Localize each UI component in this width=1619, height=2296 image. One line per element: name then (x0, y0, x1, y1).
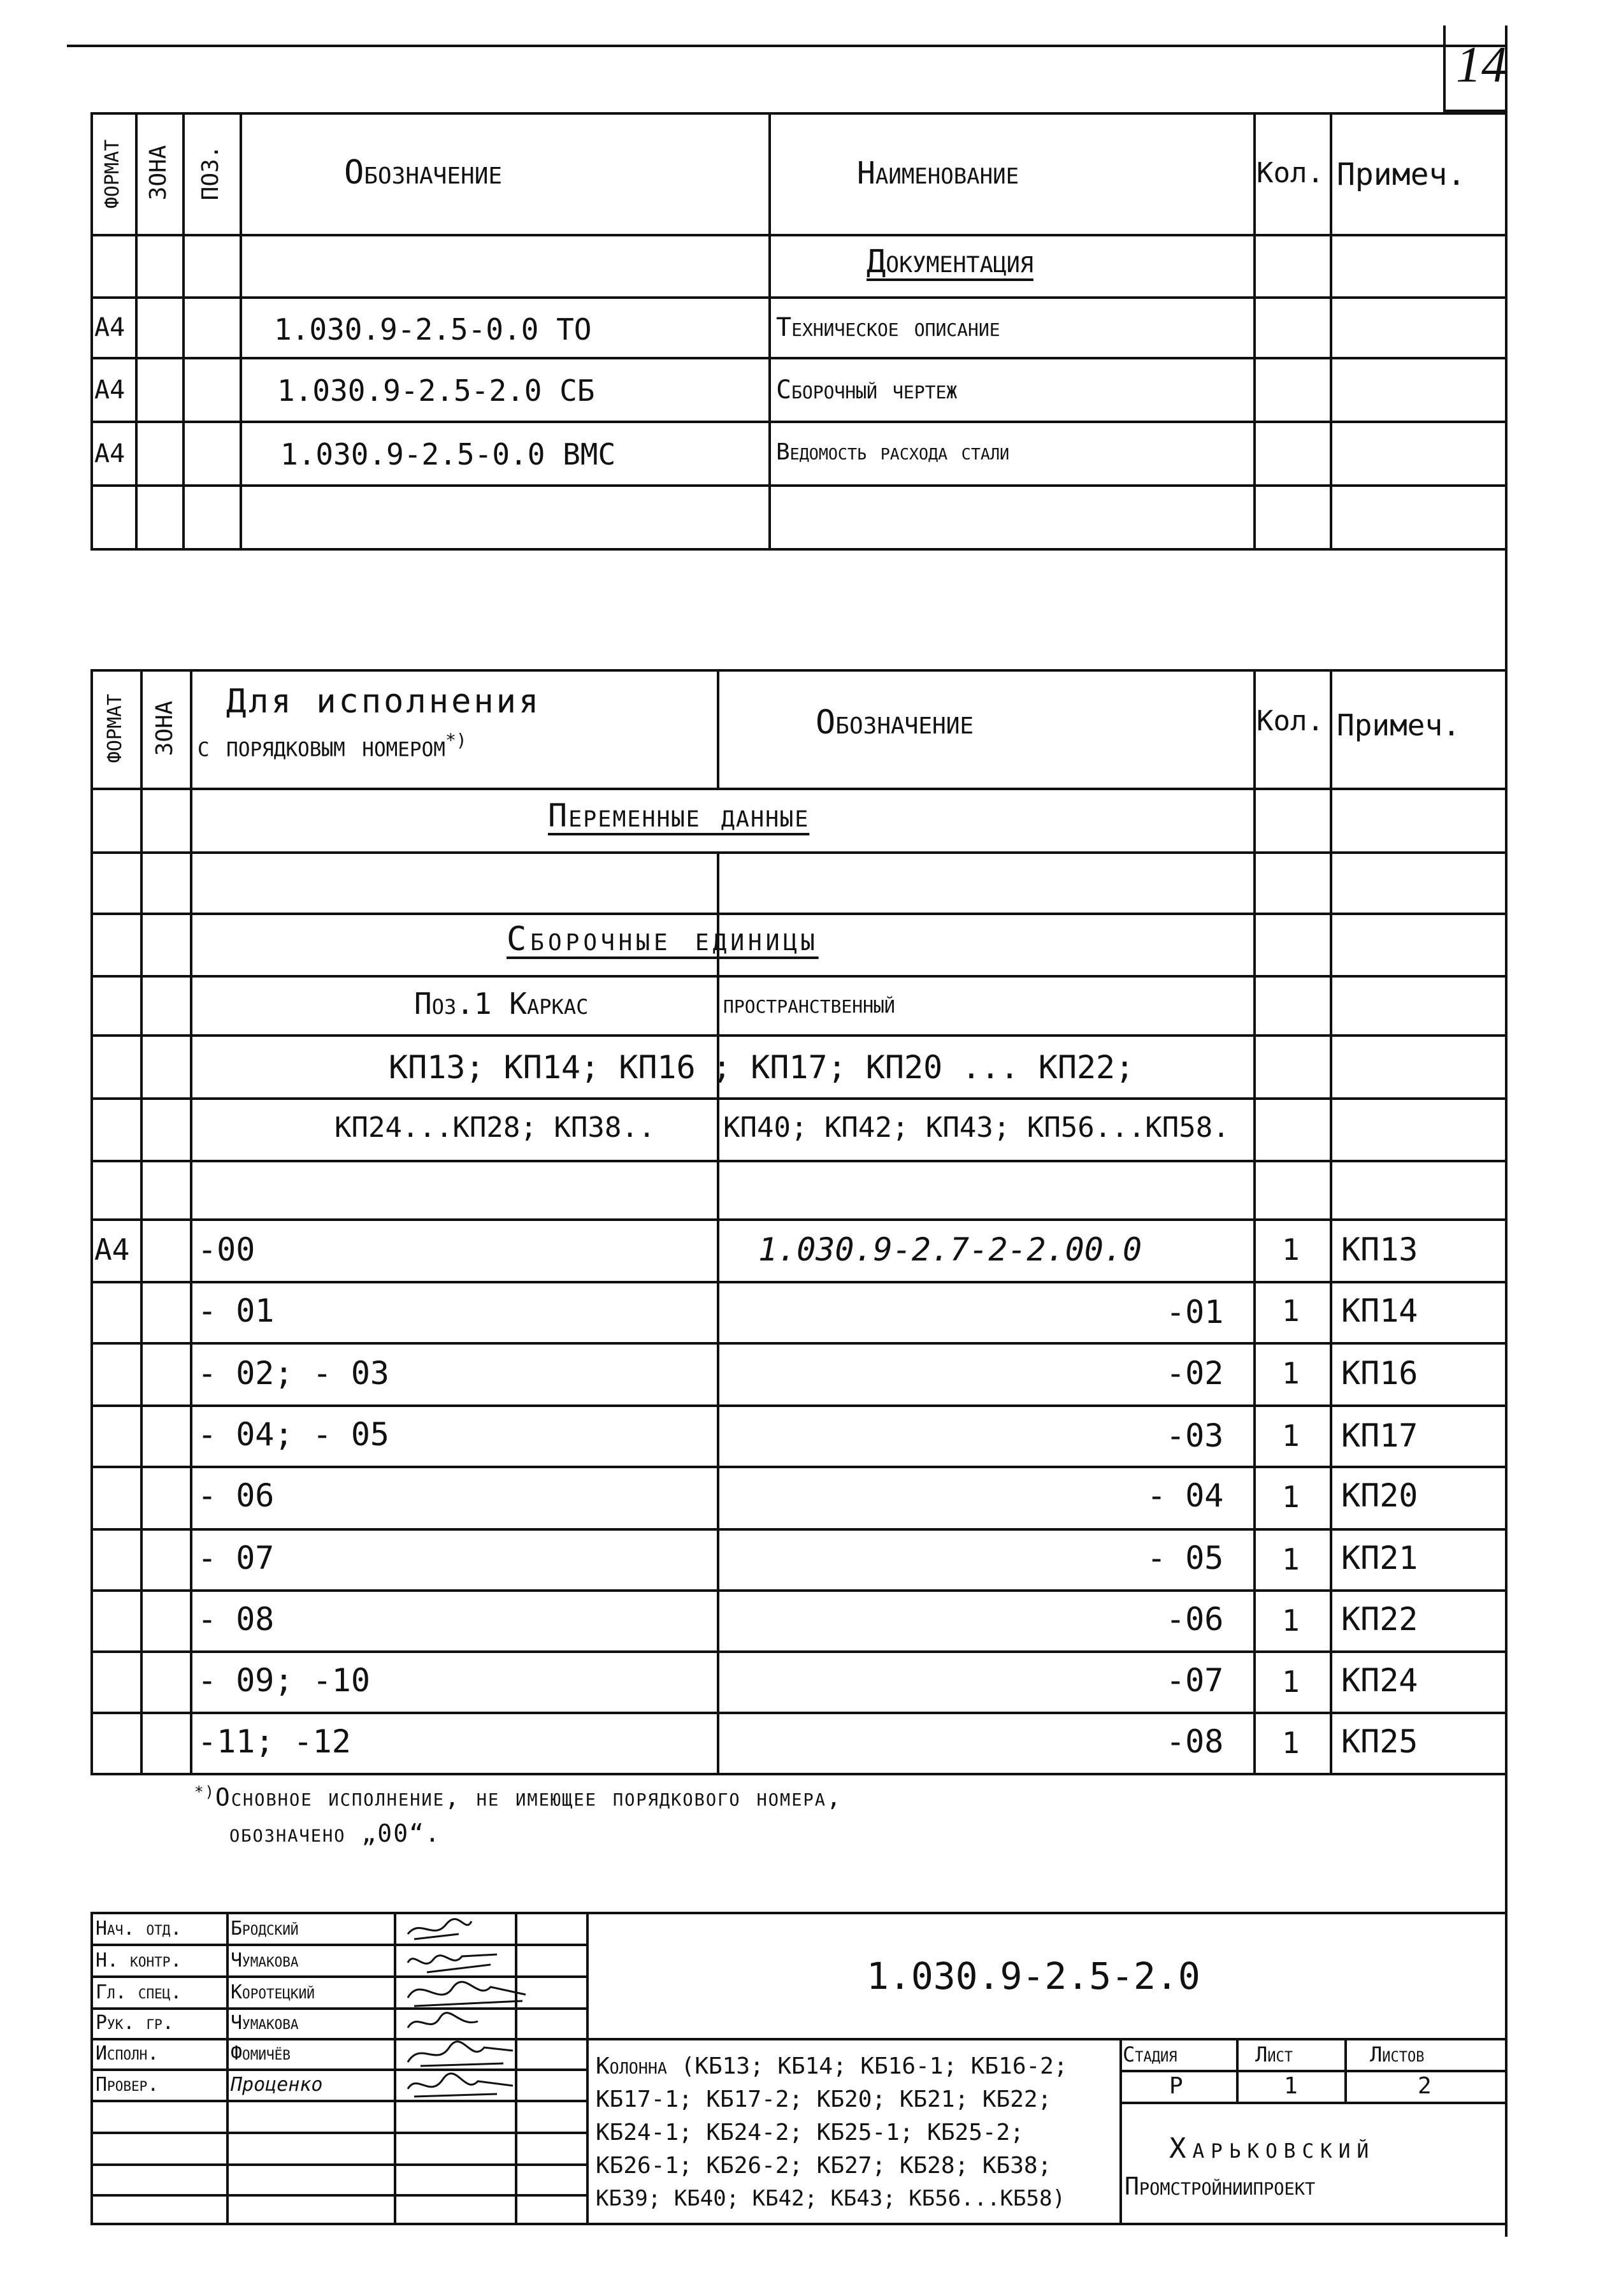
var-row-exec: - 02; - 03 (198, 1355, 390, 1392)
tb-staff-col (586, 1912, 589, 2223)
doc-row-line (90, 484, 1505, 487)
doc-col-line (240, 112, 242, 548)
staff-name: Коротецкий (231, 1981, 315, 2004)
var-row-exec: - 09; -10 (198, 1662, 370, 1699)
var-row-line (90, 1218, 1505, 1221)
staff-name: Бродский (231, 1917, 299, 1940)
var-list2-right: КП40; КП42; КП43; КП56...КП58. (723, 1111, 1230, 1144)
doc-header-name: Наименование (857, 155, 1019, 191)
var-row-note: КП20 (1341, 1477, 1418, 1514)
doc-table-top (90, 112, 1505, 115)
var-row-note: КП21 (1341, 1540, 1418, 1577)
var-row-note: КП16 (1341, 1355, 1418, 1392)
footnote-mark: *) (194, 1783, 215, 1801)
var-header-qty: Кол. (1256, 705, 1324, 737)
doc-row-format: А4 (94, 375, 126, 405)
var-row-qty: 1 (1282, 1664, 1300, 1699)
doc-row-format: А4 (94, 439, 126, 468)
var-row-exec: - 04; - 05 (198, 1416, 390, 1453)
signature-image (401, 1975, 529, 2011)
tb-sheets-label: Листов (1370, 2042, 1425, 2067)
var-row-note: КП17 (1341, 1417, 1418, 1454)
doc-header-format: ФОРМАТ (101, 139, 124, 209)
var-row-note: КП13 (1341, 1231, 1418, 1268)
doc-header-pos: ПОЗ. (198, 145, 224, 201)
staff-role: Рук. гр. (96, 2012, 174, 2034)
tb-stage-row (1119, 2102, 1505, 2104)
doc-row-line (90, 421, 1505, 423)
var-col-line (1330, 669, 1332, 1773)
footnote-marker: *) (445, 730, 467, 751)
tb-left (90, 1912, 93, 2224)
doc-col-line (182, 112, 185, 548)
doc-row-designation: 1.030.9-2.5-0.0 ВМС (280, 437, 616, 472)
var-row-line (90, 1342, 1505, 1345)
var-row-line (90, 975, 1505, 978)
doc-row-designation: 1.030.9-2.5-2.0 СБ (277, 373, 595, 408)
tb-staff-col (226, 1912, 229, 2223)
var-row-format: А4 (94, 1232, 130, 1267)
signature-image (401, 2009, 491, 2037)
var-col-line (1253, 669, 1256, 1773)
var-row-note: КП24 (1341, 1662, 1418, 1699)
var-header-note: Примеч. (1337, 708, 1460, 742)
var-row-line (90, 1773, 1505, 1775)
staff-name: Фомичёв (231, 2042, 291, 2065)
doc-row-name: Техническое описание (776, 313, 1000, 342)
var-section-title: Переменные данные (548, 797, 810, 834)
var-row-designation: - 04 (1147, 1477, 1224, 1514)
staff-name: Чумакова (231, 1949, 299, 1972)
var-row-exec: -00 (198, 1231, 255, 1268)
doc-col-line (1253, 112, 1256, 548)
var-row-line (90, 1097, 1505, 1100)
tb-bottom (90, 2223, 1505, 2225)
doc-row-name: Сборочный чертеж (776, 375, 958, 405)
staff-role: Нач. отд. (96, 1917, 182, 1940)
var-item-right: пространственный (723, 990, 895, 1019)
var-col-line (190, 669, 192, 1773)
var-row-designation: -08 (1166, 1723, 1224, 1760)
tb-doc-code: 1.030.9-2.5-2.0 (867, 1954, 1200, 1998)
doc-col-line (768, 112, 771, 548)
var-row-line (90, 913, 1505, 915)
tb-staff-row (90, 2132, 587, 2134)
var-col-line (140, 669, 143, 1773)
var-row-designation: - 05 (1147, 1540, 1224, 1577)
var-list1-left: КП13; КП14; КП16 (389, 1049, 696, 1086)
tb-sheet-label: Лист (1255, 2042, 1293, 2067)
var-list2-left: КП24...КП28; КП38.. (335, 1111, 656, 1144)
var-header-designation: Обозначение (816, 704, 974, 742)
footnote-line1 (194, 1784, 842, 1810)
var-row-designation: -01 (1166, 1294, 1224, 1331)
tb-title-line: КБ24-1; КБ24-2; КБ25-1; КБ25-2; (596, 2119, 1024, 2146)
staff-role: Н. контр. (96, 1949, 182, 1972)
doc-row-designation: 1.030.9-2.5-0.0 ТО (274, 312, 592, 347)
var-row-note: КП14 (1341, 1292, 1418, 1329)
var-table-top (90, 669, 1505, 672)
var-row-line (90, 1404, 1505, 1407)
doc-col-line (1330, 112, 1332, 548)
var-header-exec-line1: Для исполнения (226, 682, 542, 721)
doc-section-title: Документация (867, 243, 1033, 280)
var-row-qty: 1 (1282, 1480, 1300, 1514)
var-row-qty: 1 (1282, 1356, 1300, 1390)
var-row-exec: - 07 (198, 1540, 275, 1577)
staff-role: Исполн. (96, 2042, 159, 2065)
page-number-box-left (1443, 25, 1446, 112)
var-table-header-bottom (90, 788, 1505, 790)
doc-row-line (90, 296, 1505, 299)
var-col-line (717, 851, 719, 1773)
var-row-note: КП22 (1341, 1601, 1418, 1638)
doc-header-qty: Кол. (1256, 157, 1324, 189)
var-row-exec: - 08 (198, 1601, 275, 1638)
tb-top (90, 1912, 1505, 1914)
var-row-designation: -03 (1166, 1417, 1224, 1454)
var-row-note: КП25 (1341, 1723, 1418, 1760)
var-item-left: Поз.1 Каркас (414, 986, 589, 1021)
staff-role: Провер. (96, 2074, 159, 2096)
var-row-line (90, 1650, 1505, 1653)
tb-staff-row (90, 1944, 587, 1946)
staff-role: Гл. спец. (96, 1981, 182, 2004)
var-row-line (90, 1034, 1505, 1037)
var-row-line (90, 1528, 1505, 1531)
signature-image (401, 1947, 503, 1975)
doc-header-zone: ЗОНА (145, 145, 171, 201)
tb-title-line: Колонна (КБ13; КБ14; КБ16-1; КБ16-2; (596, 2053, 1068, 2079)
page-top-border (67, 45, 1507, 47)
var-row-line (90, 1589, 1505, 1592)
var-row-designation: 1.030.9-2.7-2-2.00.0 (758, 1231, 1142, 1268)
tb-stage-row (1119, 2070, 1505, 2072)
signature-image (401, 1915, 478, 1944)
var-row-qty: 1 (1282, 1419, 1300, 1453)
doc-table-bottom (90, 548, 1505, 551)
var-row-line (90, 1281, 1505, 1283)
page-right-border (1505, 25, 1507, 2237)
staff-name: Чумакова (231, 2012, 299, 2034)
var-row-line (90, 851, 1505, 854)
tb-sheet: 1 (1284, 2073, 1298, 2099)
var-row-line (90, 1712, 1505, 1714)
doc-col-line (90, 112, 93, 548)
var-row-exec: - 01 (198, 1292, 275, 1329)
tb-staff-row (90, 2163, 587, 2166)
signature-image (401, 2038, 516, 2070)
var-row-qty: 1 (1282, 1603, 1300, 1638)
var-subsection-title: Сборочные единицы (507, 920, 819, 958)
signature-image (401, 2070, 516, 2102)
var-row-qty: 1 (1282, 1726, 1300, 1760)
var-row-line (90, 1160, 1505, 1162)
tb-title-line: КБ17-1; КБ17-2; КБ20; КБ21; КБ22; (596, 2086, 1052, 2112)
footnote-line2: обозначено „00“. (229, 1819, 441, 1847)
var-row-qty: 1 (1282, 1542, 1300, 1577)
var-row-designation: -06 (1166, 1601, 1224, 1638)
var-header-format: ФОРМАТ (104, 693, 126, 763)
tb-org-line1: Харьковский (1169, 2132, 1376, 2165)
var-header-exec-line2 (198, 732, 467, 762)
doc-row-line (90, 357, 1505, 359)
tb-sheets: 2 (1418, 2073, 1432, 2099)
tb-org-line2: Промстройниипроект (1125, 2172, 1316, 2200)
tb-stage-label: Стадия (1123, 2042, 1177, 2067)
var-row-designation: -07 (1166, 1662, 1224, 1699)
tb-code-bottom (586, 2038, 1505, 2040)
var-row-qty: 1 (1282, 1294, 1300, 1328)
var-row-designation: -02 (1166, 1355, 1224, 1392)
tb-title-line: КБ26-1; КБ26-2; КБ27; КБ28; КБ38; (596, 2153, 1052, 2179)
doc-header-note: Примеч. (1337, 157, 1466, 192)
tb-stage: Р (1169, 2073, 1183, 2099)
doc-header-designation: Обозначение (344, 154, 503, 192)
var-header-exec-line2-text: с порядковым номером (198, 730, 445, 763)
var-row-exec: - 06 (198, 1477, 275, 1514)
tb-staff-col (394, 1912, 396, 2223)
tb-title-line: КБ39; КБ40; КБ42; КБ43; КБ56...КБ58) (596, 2186, 1065, 2211)
tb-staff-row (90, 2194, 587, 2197)
doc-row-name: Ведомость расхода стали (776, 439, 1010, 465)
var-col-line (90, 669, 93, 1773)
doc-col-line (135, 112, 138, 548)
var-row-line (90, 1466, 1505, 1468)
tb-stage-col (1119, 2038, 1122, 2223)
var-list1-right: ; КП17; КП20 ... КП22; (712, 1049, 1135, 1086)
var-col-line (717, 669, 719, 788)
doc-table-header-bottom (90, 234, 1505, 236)
var-row-qty: 1 (1282, 1232, 1300, 1267)
staff-name: Проценко (231, 2074, 323, 2096)
doc-row-format: А4 (94, 313, 126, 342)
var-header-zone: ЗОНА (152, 700, 178, 756)
footnote-line1-text: Основное исполнение, не имеющее порядкового номера, (215, 1783, 842, 1812)
page-number: 14 (1456, 37, 1507, 93)
var-row-exec: -11; -12 (198, 1723, 351, 1760)
